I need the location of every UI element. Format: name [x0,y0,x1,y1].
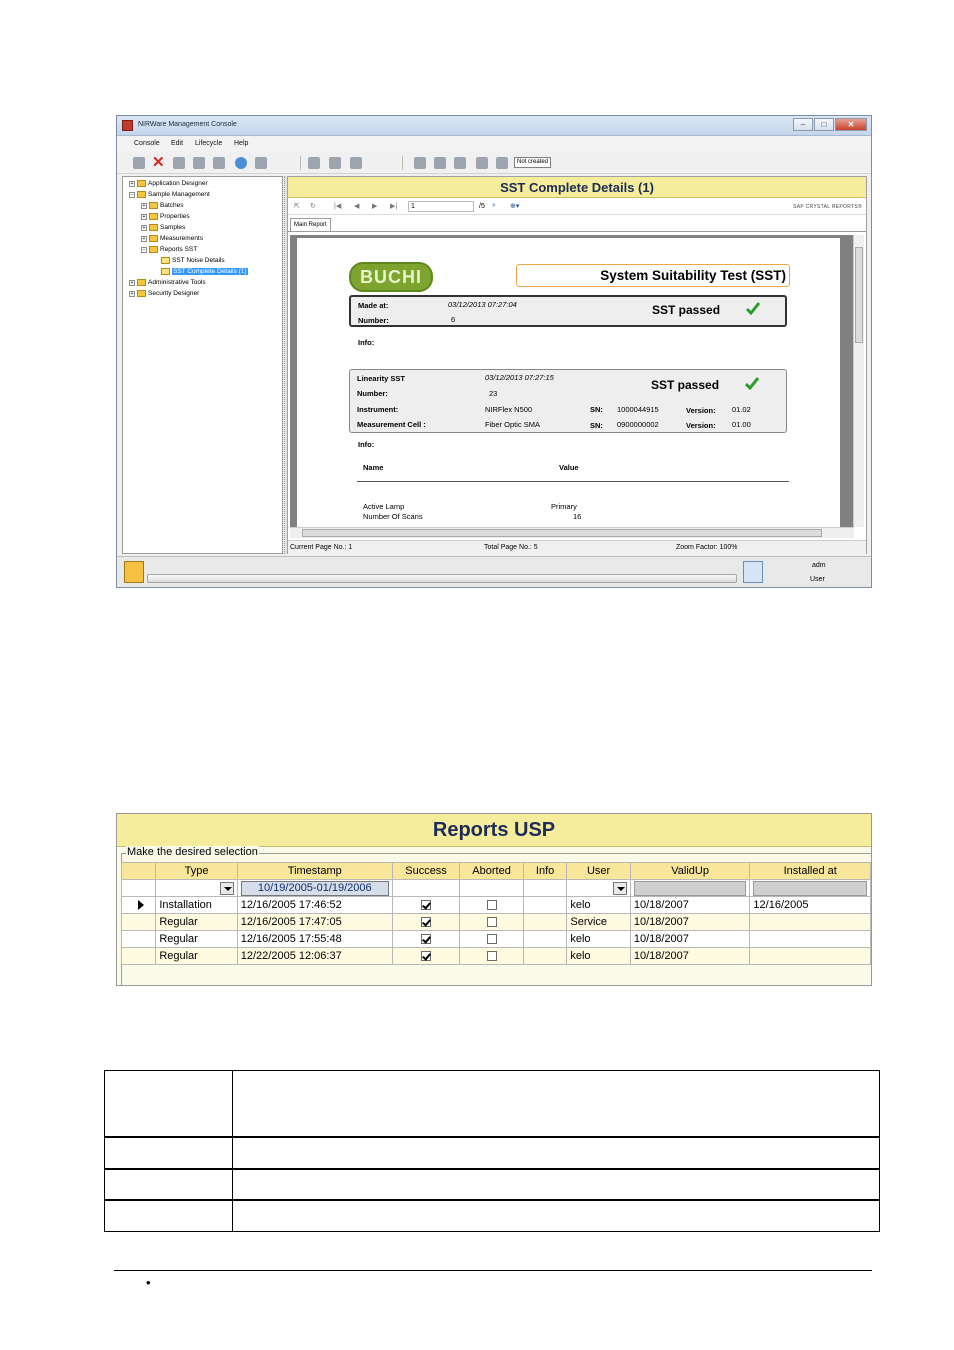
success-checkbox[interactable] [421,934,431,944]
check-icon [745,376,759,390]
folder-icon [149,213,158,220]
parameter-name: Active Lamp [363,502,405,511]
cell-validup[interactable]: 10/18/2007 [630,897,750,914]
cell-user[interactable]: kelo [567,897,631,914]
empty-description-table [104,1070,880,1232]
current-row-icon [138,900,144,910]
menu-lifecycle[interactable]: Lifecycle [195,140,223,147]
folder-icon [149,224,158,231]
export-icon[interactable]: ⇱ [294,203,300,210]
maximize-button[interactable]: □ [814,118,834,131]
expand-icon[interactable]: + [142,235,146,242]
report-icon [161,257,170,264]
cell-installed-at[interactable] [750,948,871,965]
number-value: 6 [451,315,456,324]
paste-icon[interactable] [350,157,362,169]
table-row[interactable] [122,948,871,965]
instrument-version-value: 01.02 [732,405,751,414]
tab-divider [288,231,866,232]
cell-success[interactable] [392,948,460,965]
report-viewer-toolbar [288,199,866,215]
row-header[interactable] [122,948,156,965]
cell-installed-at[interactable] [750,931,871,948]
cell-type[interactable]: Regular [156,931,237,948]
report-status-bar [288,540,866,554]
aborted-checkbox[interactable] [487,917,497,927]
table-row-divider [105,1168,879,1170]
made-at-label: Made at: [358,301,389,310]
application-status-bar [117,556,871,588]
tree-item-sample-management[interactable]: − Sample Management [130,191,210,199]
cut-icon[interactable] [308,157,320,169]
cell-user[interactable]: kelo [567,948,631,965]
version-label: Version: [686,406,716,415]
name-column-header: Name [363,463,384,472]
menu-bar [117,137,871,151]
window-controls [793,118,867,131]
lifecycle-icon-3[interactable] [454,157,466,169]
minimize-button[interactable]: – [793,118,813,131]
tree-item-security-designer[interactable]: + Security Designer [130,290,200,298]
total-page-status: Total Page No.: 5 [484,544,538,551]
aborted-checkbox[interactable] [487,934,497,944]
cell-info[interactable] [523,897,567,914]
cell-user[interactable]: kelo [567,931,631,948]
progress-bar [147,574,737,583]
report-title: SST Complete Details (1) [288,177,866,198]
cell-aborted[interactable] [460,931,524,948]
cell-type[interactable]: Regular [156,914,237,931]
user-name: adm [812,562,826,569]
vertical-scrollbar[interactable] [853,235,864,527]
expand-icon[interactable]: + [130,180,134,187]
sst-passed-label: SST passed [651,378,720,392]
copy-icon[interactable] [329,157,341,169]
prev-page-icon[interactable]: ◀ [354,203,360,210]
print-icon[interactable] [213,157,225,169]
folder-icon [149,235,158,242]
scroll-thumb[interactable] [855,247,863,343]
buchi-logo: BUCHI [349,262,433,292]
close-button[interactable]: ✕ [835,118,867,131]
installed-filter-box[interactable] [753,881,867,896]
cell-validup[interactable]: 10/18/2007 [630,914,750,931]
table-column-divider [232,1071,233,1231]
toolbar [117,152,871,174]
success-checkbox[interactable] [421,951,431,961]
cell-success[interactable] [392,931,460,948]
sn-label: SN: [590,421,603,430]
expand-icon[interactable]: + [130,290,134,297]
validup-filter-box[interactable] [634,881,747,896]
cell-success[interactable] [392,897,460,914]
linearity-sst-date: 03/12/2013 07:27:15 [485,373,554,382]
cell-type[interactable]: Installation [156,897,237,914]
tree-item-reports-sst[interactable]: − Reports SST [142,246,198,254]
expand-icon[interactable]: + [142,202,146,209]
validup-filter[interactable] [630,880,750,897]
measurement-cell-label: Measurement Cell : [357,420,426,429]
delete-icon[interactable]: ✕ [152,154,165,171]
column-header-validup[interactable]: ValidUp [630,863,750,880]
linearity-sst-label: Linearity SST [357,374,405,383]
cell-installed-at[interactable]: 12/16/2005 [750,897,871,914]
usp-report-grid [121,862,871,965]
tree-item-samples[interactable]: + Samples [142,224,186,232]
installed-filter[interactable] [750,880,871,897]
collapse-icon[interactable]: − [142,246,146,253]
column-header-timestamp[interactable]: Timestamp [237,863,392,880]
tree-item-measurements[interactable]: + Measurements [142,235,203,243]
cell-aborted[interactable] [460,914,524,931]
parameter-value: 16 [573,512,582,521]
user-filter[interactable] [567,880,631,897]
user-icon[interactable] [743,561,763,583]
cell-user[interactable]: Service [567,914,631,931]
report-page [297,238,840,527]
column-header-user[interactable]: User [567,863,631,880]
tree-item-application-designer[interactable]: + Application Designer [130,180,208,188]
cell-sn-value: 0900000002 [617,420,659,429]
navigation-tree [122,176,283,554]
find-icon[interactable]: ⌕ [492,202,496,209]
type-filter[interactable] [156,880,237,897]
folder-icon [149,246,158,253]
success-filter[interactable] [392,880,460,897]
header-rule [357,481,789,482]
column-header-aborted[interactable]: Aborted [460,863,524,880]
tree-item-properties[interactable]: + Properties [142,213,190,221]
lifecycle-icon-5[interactable] [496,157,508,169]
folder-icon [137,279,146,286]
chevron-down-icon[interactable] [220,882,234,895]
timestamp-filter[interactable] [237,880,392,897]
folder-icon [137,290,146,297]
row-header[interactable] [122,931,156,948]
report-heading: System Suitability Test (SST) [516,264,790,287]
parameter-name: Number Of Scans [363,512,423,521]
folder-icon [149,202,158,209]
sn-label: SN: [590,405,603,414]
save-icon[interactable] [173,157,185,169]
scroll-thumb[interactable] [302,529,822,537]
refresh-icon[interactable] [235,157,247,169]
row-header-corner [122,863,156,880]
toolbar-separator [300,156,301,170]
expand-icon[interactable]: + [142,224,146,231]
cell-info[interactable] [523,931,567,948]
lifecycle-icon-1[interactable] [414,157,426,169]
folder-icon [137,180,146,187]
number-label: Number: [357,389,388,398]
info-filter[interactable] [523,880,567,897]
tree-item-sst-complete-details[interactable]: SST Complete Details (1) [161,268,248,276]
title-bar [117,116,871,136]
parameter-value: Primary [551,502,577,511]
window-title: NIRWare Management Console [138,121,237,128]
cell-timestamp[interactable]: 12/22/2005 12:06:37 [237,948,392,965]
aborted-filter[interactable] [460,880,524,897]
cell-aborted[interactable] [460,948,524,965]
crystal-reports-brand: SAP CRYSTAL REPORTS® [793,204,862,210]
linearity-number-value: 23 [489,389,498,398]
cell-timestamp[interactable]: 12/16/2005 17:55:48 [237,931,392,948]
toolbar-separator [402,156,403,170]
expand-icon[interactable]: + [130,279,134,286]
cell-type[interactable]: Regular [156,948,237,965]
menu-edit[interactable]: Edit [171,140,184,147]
footer-rule [114,1270,872,1271]
properties-icon[interactable] [255,157,267,169]
sst-summary-box [349,295,787,327]
cell-aborted[interactable] [460,897,524,914]
report-canvas [290,235,854,527]
row-header[interactable] [122,897,156,914]
aborted-checkbox[interactable] [487,900,497,910]
zoom-status: Zoom Factor: 100% [676,544,738,551]
lifecycle-icon-4[interactable] [476,157,488,169]
number-label: Number: [358,316,389,325]
save-all-icon[interactable] [193,157,205,169]
first-page-icon[interactable]: |◀ [334,203,342,210]
version-label: Version: [686,421,716,430]
lifecycle-icon-2[interactable] [434,157,446,169]
table-row[interactable] [122,931,871,948]
success-checkbox[interactable] [421,900,431,910]
row-header[interactable] [122,914,156,931]
refresh-report-icon[interactable]: ↻ [310,203,316,210]
cell-success[interactable] [392,914,460,931]
lifecycle-status-badge: Not created [514,157,551,168]
column-header-installed-at[interactable]: Installed at [750,863,871,880]
last-page-icon[interactable]: ▶| [390,203,398,210]
cell-validup[interactable]: 10/18/2007 [630,931,750,948]
aborted-checkbox[interactable] [487,951,497,961]
sst-passed-label: SST passed [652,303,721,317]
reports-usp-window [116,813,872,986]
cell-validup[interactable]: 10/18/2007 [630,948,750,965]
nir-app-icon [124,561,144,583]
tree-item-batches[interactable]: + Batches [142,202,184,210]
column-header-success[interactable]: Success [392,863,460,880]
console-window [116,115,872,588]
chevron-down-icon[interactable] [613,882,627,895]
column-header-type[interactable]: Type [156,863,237,880]
table-row[interactable] [122,914,871,931]
new-icon[interactable] [133,157,145,169]
app-icon [122,120,133,131]
instrument-label: Instrument: [357,405,399,414]
page-number-input[interactable]: 1 [408,201,474,212]
cell-version-value: 01.00 [732,420,751,429]
table-row-divider [105,1199,879,1201]
cell-timestamp[interactable]: 12/16/2005 17:46:52 [237,897,392,914]
tree-item-sst-noise-details[interactable]: SST Noise Details [161,257,225,265]
menu-help[interactable]: Help [234,140,249,147]
check-icon [746,301,760,315]
info-label: Info: [358,440,375,449]
folder-icon [137,191,146,198]
tab-main-report[interactable]: Main Report [290,218,331,231]
measurement-cell-value: Fiber Optic SMA [485,420,541,429]
cell-info[interactable] [523,948,567,965]
report-panel [287,176,867,554]
expand-icon[interactable]: + [142,213,146,220]
date-range-filter[interactable]: 10/19/2005-01/19/2006 [241,881,389,896]
zoom-icon[interactable]: ⊕▾ [510,203,520,210]
user-role: User [810,576,825,583]
cell-timestamp[interactable]: 12/16/2005 17:47:05 [237,914,392,931]
linearity-sst-box [349,369,787,433]
horizontal-scrollbar[interactable] [290,527,854,538]
selection-legend: Make the desired selection [127,846,258,858]
info-label: Info: [358,338,375,347]
page-total: /5 [479,203,485,210]
instrument-sn-value: 1000044915 [617,405,659,414]
column-header-info[interactable]: Info [523,863,567,880]
value-column-header: Value [559,463,579,472]
collapse-icon[interactable]: − [130,191,134,198]
cell-installed-at[interactable] [750,914,871,931]
table-row[interactable] [122,897,871,914]
report-icon [161,268,170,275]
table-row-divider [105,1136,879,1138]
menu-console[interactable]: Console [134,140,160,147]
instrument-value: NIRFlex N500 [485,405,533,414]
next-page-icon[interactable]: ▶ [372,203,378,210]
current-page-status: Current Page No.: 1 [290,544,353,551]
tree-item-administrative-tools[interactable]: + Administrative Tools [130,279,206,287]
success-checkbox[interactable] [421,917,431,927]
footer-bullet: • [146,1275,151,1290]
row-header [122,880,156,897]
cell-info[interactable] [523,914,567,931]
made-at-value: 03/12/2013 07:27:04 [448,300,517,309]
usp-title: Reports USP [117,814,871,847]
